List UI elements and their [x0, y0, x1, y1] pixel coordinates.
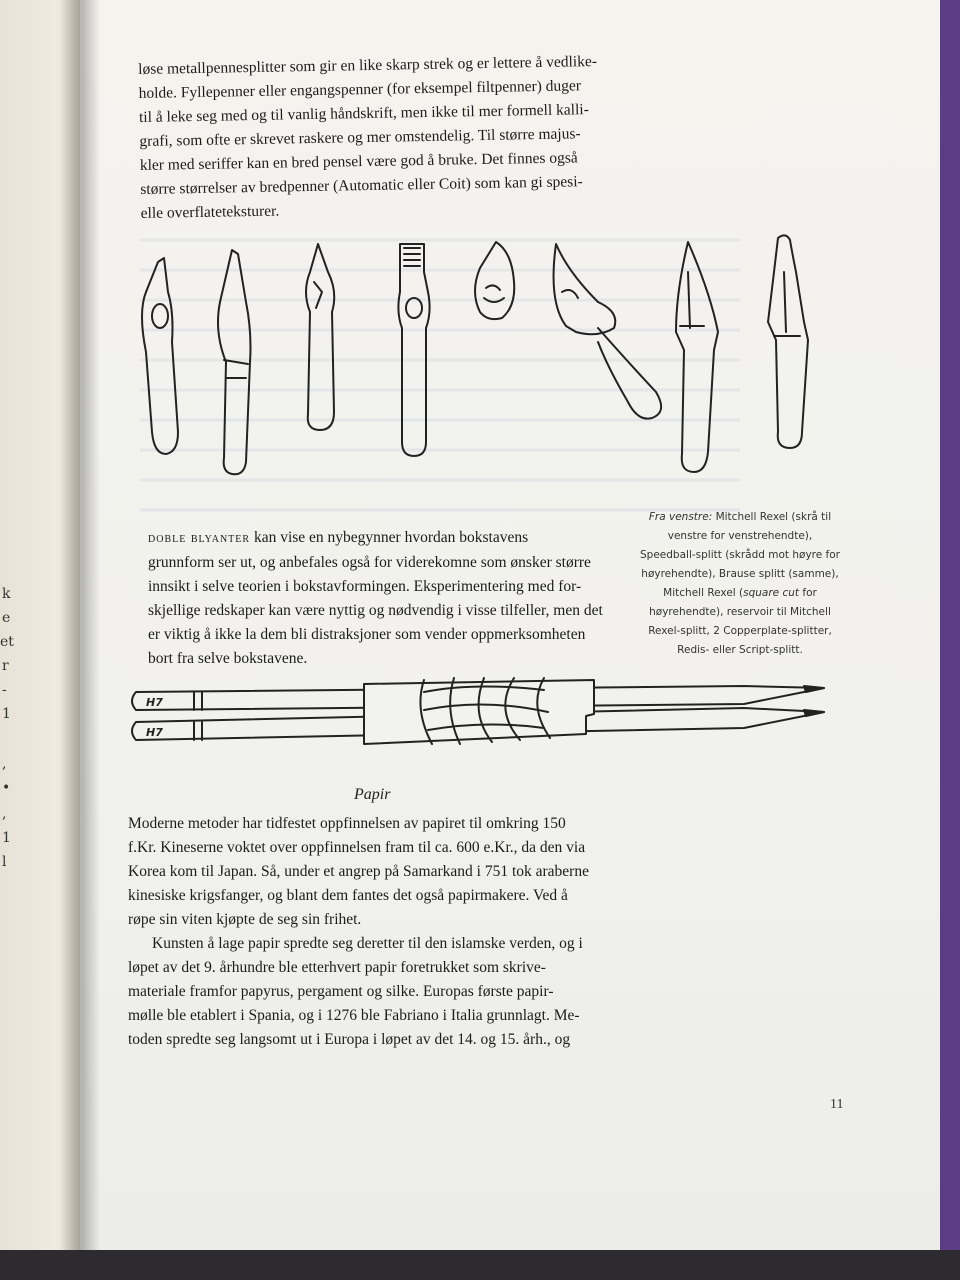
papir-paragraph-1 — [128, 812, 633, 932]
caption-text: Mitchell Rexel (skrå til venstre for venstrehendte), Speedball-splitt (skrådd mot høyre for høyrehendte), Brause splitt (samme), Mitchell Rexel ( — [640, 511, 840, 599]
text-line: Moderne metoder har tidfestet oppfinnelsen av papiret til omkring 150 — [128, 815, 566, 832]
text-line: grafi, som ofte er skrevet raskere og mer omstendelig. Til større majus- — [139, 125, 581, 150]
left-fragment: k — [2, 586, 11, 602]
text-line: materiale framfor papyrus, pergament og silke. Europas første papir- — [128, 983, 554, 1000]
nib-mitchell-rexel-left-icon — [142, 258, 178, 454]
book-cover-edge — [940, 0, 960, 1250]
left-fragment: , — [2, 756, 7, 772]
rubber-band-icon — [364, 678, 594, 744]
text-line: elle overflateteksturer. — [140, 202, 280, 222]
text-line: Kunsten å lage papir spredte seg deretter til den islamske verden, og i — [152, 935, 583, 952]
pencil-bottom-label: H7 — [146, 726, 163, 739]
nib-copperplate-icon — [554, 244, 662, 419]
pen-nibs-illustration — [128, 232, 848, 492]
lead-in-smallcaps: doble blyanter — [148, 531, 251, 546]
intro-paragraph — [138, 50, 611, 226]
nib-script-icon — [768, 235, 808, 448]
table-surface — [0, 1250, 960, 1280]
text-line: større størrelser av bredpenner (Automatic eller Coit) som kan gi spesi- — [140, 173, 583, 198]
text-line: løpet av det 9. århundre ble etterhvert papir foretrukket som skrive- — [128, 959, 546, 976]
left-fragment: • — [2, 780, 11, 796]
text-line: skjellige redskaper kan være nyttig og nødvendig i visse tilfeller, men det — [148, 602, 603, 619]
left-fragment: r — [2, 658, 9, 674]
section-title-papir: Papir — [354, 786, 391, 803]
text-line: f.Kr. Kineserne voktet over oppfinnelsen fram til ca. 600 e.Kr., da den via — [128, 839, 586, 856]
nib-copperplate-2-icon — [676, 242, 718, 472]
text-line: Korea kom til Japan. Så, under et angrep på Samarkand i 751 tok araberne — [128, 863, 589, 880]
text-line: til å leke seg med og til vanlig håndskrift, men ikke til mer formell kalli- — [138, 101, 589, 126]
text-line: kinesiske krigsfanger, og blant dem fantes det også papirmakere. Ved å — [128, 887, 568, 904]
left-fragment: e — [2, 610, 11, 626]
nib-square-cut-icon — [398, 244, 429, 456]
caption-italic: square cut — [743, 587, 800, 599]
nib-speedball-icon — [218, 250, 251, 474]
left-fragment: 1 — [2, 830, 11, 846]
text-line: toden spredte seg langsomt ut i Europa i løpet av det 14. og 15. årh., og — [128, 1031, 571, 1048]
book-spine-shadow — [60, 0, 100, 1250]
pencil-top-label: H7 — [146, 696, 163, 709]
left-fragment: , — [2, 806, 7, 822]
caption-lead: Fra venstre: — [648, 511, 713, 523]
text-line: røpe sin viten kjøpte de seg sin frihet. — [128, 911, 362, 928]
left-fragment: 1 — [2, 706, 11, 722]
text-line: grunnform ser ut, og anbefales også for viderekomne som ønsker større — [148, 554, 591, 571]
left-fragment: et — [0, 634, 14, 650]
nibs-caption — [640, 508, 840, 660]
text-line: kler med seriffer kan en bred pensel være god å bruke. Det finnes også — [139, 149, 578, 174]
page-number: 11 — [830, 1097, 844, 1112]
papir-paragraph-2 — [128, 932, 638, 1052]
text-line: er viktig å ikke la dem bli distraksjoner som vender oppmerksomheten — [148, 626, 586, 643]
left-fragment: - — [2, 682, 7, 698]
double-pencils-illustration — [124, 670, 844, 750]
text-line: mølle ble etablert i Spania, og i 1276 ble Fabriano i Italia grunnlagt. Me- — [128, 1007, 580, 1024]
caption-tail: for høyrehendte), reservoir til Mitchell Rexel-splitt, 2 Copperplate-splitter, Redis- eller Script-splitt. — [648, 587, 832, 656]
text-line: holde. Fyllepenner eller engangspenner (for eksempel filtpenner) duger — [138, 77, 582, 102]
text-line: løse metallpennesplitter som gir en like skarp strek og er lettere å vedlike- — [138, 52, 598, 78]
text-line: innsikt i selve teorien i bokstavformingen. Eksperimentering med for- — [148, 578, 582, 595]
nib-brause-icon — [306, 244, 334, 430]
left-fragment: l — [2, 854, 7, 870]
text-line: kan vise en nybegynner hvordan bokstavens — [250, 529, 529, 546]
nib-reservoir-icon — [475, 242, 514, 319]
text-line: bort fra selve bokstavene. — [148, 650, 308, 667]
double-pencil-paragraph — [148, 526, 620, 671]
